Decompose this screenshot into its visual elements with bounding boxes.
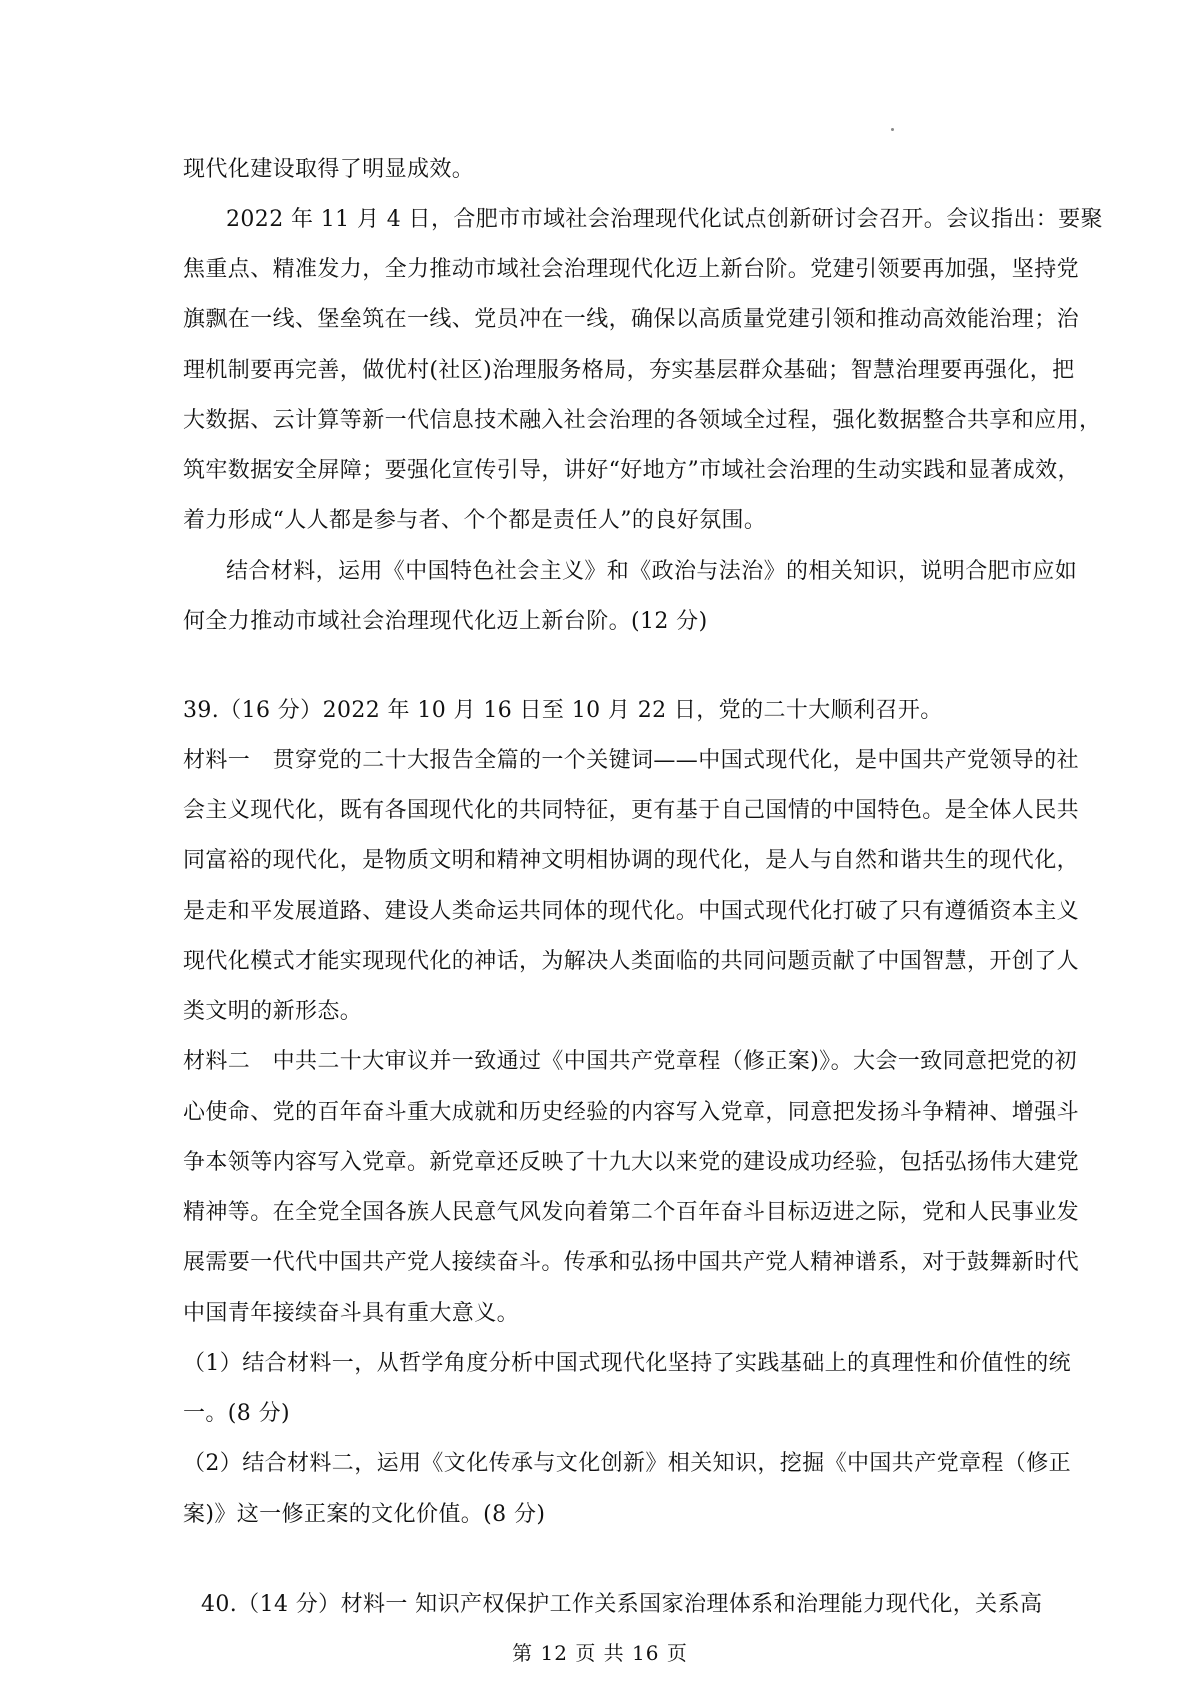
text-line: 中国青年接续奋斗具有重大意义。	[183, 1301, 520, 1326]
scan-speck	[891, 128, 894, 131]
question-39-heading: 39.（16 分）2022 年 10 月 16 日至 10 月 22 日，党的二十大顺利召开。	[183, 698, 943, 723]
sub-question-2: （2）结合材料二，运用《文化传承与文化创新》相关知识，挖掘《中国共产党章程（修正	[183, 1451, 1071, 1476]
text-line: 着力形成“人人都是参与者、个个都是责任人”的良好氛围。	[183, 508, 767, 533]
text-line: 同富裕的现代化，是物质文明和精神文明相协调的现代化，是人与自然和谐共生的现代化，	[183, 848, 1080, 873]
text-line: 理机制要再完善，做优村(社区)治理服务格局，夯实基层群众基础；智慧治理要再强化，把	[183, 358, 1075, 383]
text-line: 展需要一代代中国共产党人接续奋斗。传承和弘扬中国共产党人精神谱系，对于鼓舞新时代	[183, 1250, 1080, 1275]
text-line: 现代化模式才能实现现代化的神话，为解决人类面临的共同问题贡献了中国智慧，开创了人	[183, 949, 1080, 974]
text-line: 一。(8 分)	[183, 1401, 290, 1426]
text-line: 旗飘在一线、堡垒筑在一线、党员冲在一线，确保以高质量党建引领和推动高效能治理；治	[183, 307, 1080, 332]
text-line: 材料二 中共二十大审议并一致通过《中国共产党章程（修正案)》。大会一致同意把党的初	[183, 1049, 1077, 1074]
text-line: 类文明的新形态。	[183, 999, 363, 1024]
text-line: 筑牢数据安全屏障；要强化宣传引导，讲好“好地方”市域社会治理的生动实践和显著成效，	[183, 458, 1080, 483]
text-line: 现代化建设取得了明显成效。	[183, 157, 475, 182]
text-line: 大数据、云计算等新一代信息技术融入社会治理的各领域全过程，强化数据整合共享和应用，	[183, 408, 1102, 433]
text-line: 心使命、党的百年奋斗重大成就和历史经验的内容写入党章，同意把发扬斗争精神、增强斗	[183, 1100, 1080, 1125]
text-line: 是走和平发展道路、建设人类命运共同体的现代化。中国式现代化打破了只有遵循资本主义	[183, 899, 1080, 924]
text-line: 2022 年 11 月 4 日，合肥市市域社会治理现代化试点创新研讨会召开。会议指出：要聚	[226, 207, 1103, 232]
text-line: 精神等。在全党全国各族人民意气风发向着第二个百年奋斗目标迈进之际，党和人民事业发	[183, 1200, 1080, 1225]
page-footer: 第 12 页 共 16 页	[512, 1641, 688, 1665]
text-line: 争本领等内容写入党章。新党章还反映了十九大以来党的建设成功经验，包括弘扬伟大建党	[183, 1150, 1080, 1175]
text-line: 结合材料，运用《中国特色社会主义》和《政治与法治》的相关知识，说明合肥市应如	[226, 559, 1078, 584]
text-line: 焦重点、精准发力，全力推动市域社会治理现代化迈上新台阶。党建引领要再加强，坚持党	[183, 257, 1080, 282]
text-line: 何全力推动市域社会治理现代化迈上新台阶。(12 分)	[183, 609, 708, 634]
text-line: 会主义现代化，既有各国现代化的共同特征，更有基于自己国情的中国特色。是全体人民共	[183, 798, 1080, 823]
text-line: 案)》这一修正案的文化价值。(8 分)	[183, 1502, 546, 1527]
text-line: 材料一 贯穿党的二十大报告全篇的一个关键词——中国式现代化，是中国共产党领导的社	[183, 748, 1080, 773]
question-40-heading: 40.（14 分）材料一 知识产权保护工作关系国家治理体系和治理能力现代化，关系高	[201, 1592, 1043, 1617]
sub-question-1: （1）结合材料一，从哲学角度分析中国式现代化坚持了实践基础上的真理性和价值性的统	[183, 1351, 1071, 1376]
